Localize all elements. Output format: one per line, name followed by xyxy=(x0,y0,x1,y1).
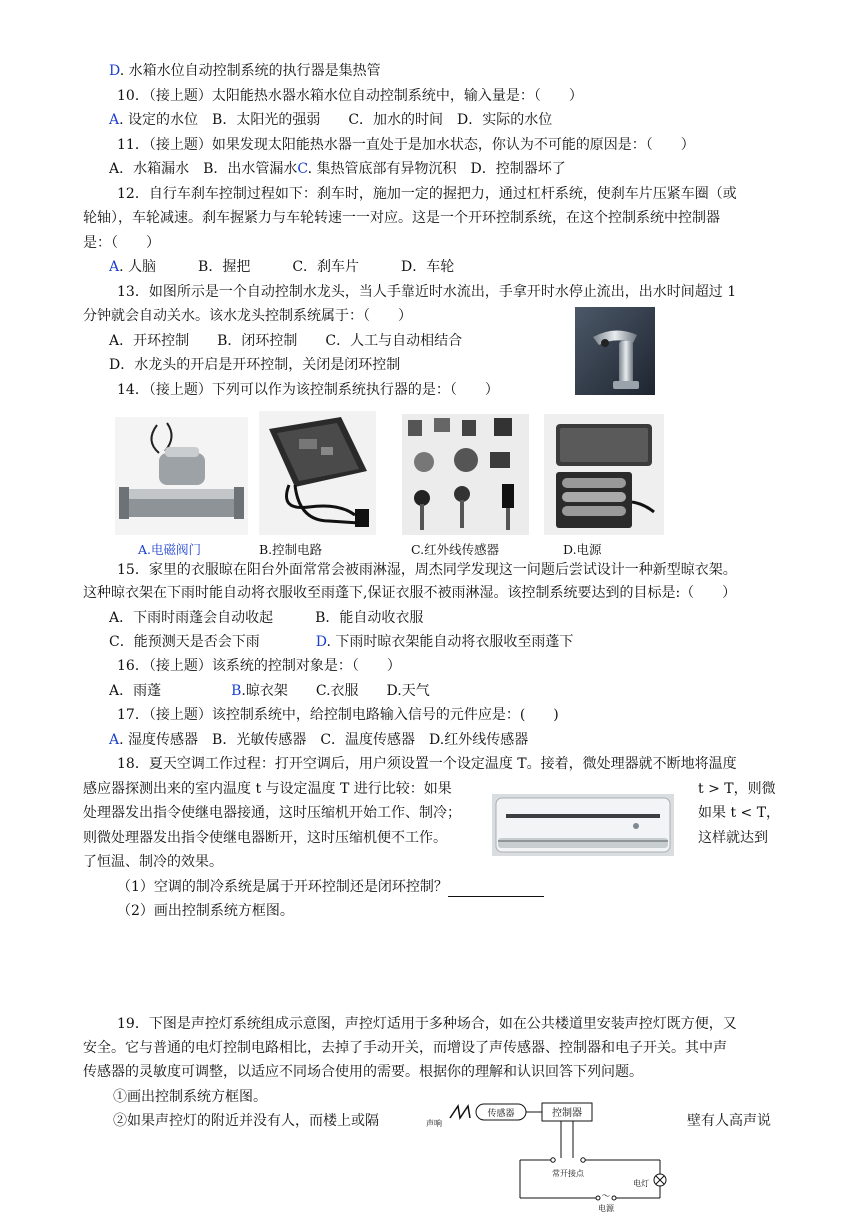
q19-sub2-right: 壁有人高声说 xyxy=(687,1113,771,1129)
q18-stem-2-left: 感应器探测出来的室内温度 t 与设定温度 T 进行比较：如果 xyxy=(83,781,452,797)
q12-stem-3: 是：（ ） xyxy=(83,235,160,251)
q13-options-2: D．水龙头的开启是开环控制，关闭是闭环控制 xyxy=(109,357,401,373)
solenoid-valve-image xyxy=(115,417,248,535)
sound-lamp-diagram xyxy=(420,1096,680,1214)
power-supply-image xyxy=(544,414,664,535)
q12-stem-2: 轮轴），车轮减速。刹车握紧力与车轮转速一一对应。这是一个开环控制系统，在这个控制系统中控制器 xyxy=(83,210,720,226)
option-letter: D xyxy=(109,63,120,79)
q17-options: A. 湿度传感器 B．光敏传感器 C．温度传感器 D.红外线传感器 xyxy=(109,732,529,748)
q19-stem-3: 传感器的灵敏度可调整，以适应不同场合使用的需要。根据你的理解和认识回答下列问题。 xyxy=(83,1064,643,1080)
caption-d: D.电源 xyxy=(563,542,602,557)
option-letter: D xyxy=(315,634,327,650)
q11-stem: 11．（接上题）如果发现太阳能热水器一直处于是加水状态，你认为不可能的原因是：（ ） xyxy=(117,137,695,153)
option-letter: A xyxy=(109,112,120,128)
q10-stem: 10．（接上题）太阳能热水器水箱水位自动控制系统中，输入量是：（ ） xyxy=(117,88,583,104)
q16-options: A．雨蓬 B.晾衣架 C.衣服 D.天气 xyxy=(109,683,430,699)
q19-sub2-left: ②如果声控灯的附近并没有人，而楼上或隔 xyxy=(113,1113,379,1129)
ir-sensor-image xyxy=(402,414,529,535)
q18-stem-3-left: 处理器发出指令使继电器接通，这时压缩机开始工作、制冷； xyxy=(83,805,461,821)
q12-options: A. 人脑 B．握把 C．刹车片 D．车轮 xyxy=(109,259,455,275)
q13-stem-2: 分钟就会自动关水。该水龙头控制系统属于：（ ） xyxy=(83,308,412,324)
q18-stem-5: 了恒温、制冷的效果。 xyxy=(83,854,223,870)
q13-options-1: A．开环控制 B．闭环控制 C．人工与自动相结合 xyxy=(109,333,463,349)
air-conditioner-image xyxy=(492,794,674,856)
sound-wave-icon xyxy=(450,1106,470,1118)
caption-a: A.电磁阀门 xyxy=(138,542,202,557)
q11-options: A．水箱漏水 B．出水管漏水C. 集热管底部有异物沉积 D．控制器坏了 xyxy=(109,161,566,177)
q15-stem-2: 这种晾衣架在下雨时能自动将衣服收至雨蓬下,保证衣服不被雨淋湿。该控制系统要达到的目标是:（ ） xyxy=(83,585,737,601)
q16-stem: 16．（接上题）该系统的控制对象是：（ ） xyxy=(117,658,401,674)
lamp-label: 电灯 xyxy=(633,1179,649,1188)
option-letter: A xyxy=(109,732,120,748)
q19-stem-2: 安全。它与普通的电灯控制电路相比，去掉了手动开关，而增设了声传感器、控制器和电子开关。其中声 xyxy=(83,1040,727,1056)
option-letter: B xyxy=(231,683,242,699)
q15-options-2: C．能预测天是否会下雨 D. 下雨时晾衣架能自动将衣服收至雨蓬下 xyxy=(109,634,574,650)
q17-stem: 17．（接上题）该控制系统中，给控制电路输入信号的元件应是：( ) xyxy=(117,707,559,723)
q18-stem-3-right: 如果 t < T， xyxy=(698,805,781,821)
q19-stem-1: 19．下图是声控灯系统组成示意图，声控灯适用于多种场合，如在公共楼道里安装声控灯既方便，又 xyxy=(117,1016,737,1032)
q18-stem-2-right: t > T，则微 xyxy=(698,781,776,797)
q10-options: A. 设定的水位 B．太阳光的强弱 C．加水的时间 D．实际的水位 xyxy=(109,112,553,128)
caption-b: B.控制电路 xyxy=(259,542,323,557)
option-letter: A xyxy=(109,259,120,275)
contact-label: 常开接点 xyxy=(552,1169,584,1178)
power-label: 电源 xyxy=(598,1204,614,1213)
q12-stem-1: 12．自行车刹车控制过程如下：刹车时，施加一定的握把力，通过杠杆系统，使刹车片压紧车圈（或 xyxy=(117,186,737,202)
faucet-image xyxy=(575,307,655,395)
option-letter: C xyxy=(297,161,308,177)
q13-stem-1: 13．如图所示是一个自动控制水龙头，当人手靠近时水流出，手拿开时水停止流出，出水时间超过 1 xyxy=(117,284,737,300)
q18-stem-4-right: 这样就达到 xyxy=(698,830,768,846)
q19-sub1: ①画出控制系统方框图。 xyxy=(113,1089,267,1105)
q15-options-1: A．下雨时雨蓬会自动收起 B．能自动收衣服 xyxy=(109,610,424,626)
answer-blank[interactable] xyxy=(448,882,544,897)
tilde-label: ～ xyxy=(601,1192,611,1202)
q14-stem: 14．（接上题）下列可以作为该控制系统执行器的是：（ ） xyxy=(117,382,499,398)
q18-stem-1: 18．夏天空调工作过程：打开空调后，用户须设置一个设定温度 T。接着，微处理器就不断地将温度 xyxy=(117,756,737,772)
q18-sub2: （2）画出控制系统方框图。 xyxy=(117,903,294,919)
sensor-label: 传感器 xyxy=(487,1109,515,1119)
q18-sub1: （1）空调的制冷系统是属于开环控制还是闭环控制？ xyxy=(117,877,544,897)
q15-stem-1: 15．家里的衣服晾在阳台外面常常会被雨淋湿，周杰同学发现这一问题后尝试设计一种新型晾衣架。 xyxy=(117,562,737,578)
sound-label: 声响 xyxy=(426,1119,442,1128)
q18-stem-4-left: 则微处理器发出指令使继电器断开，这时压缩机便不工作。 xyxy=(83,830,447,846)
control-circuit-image xyxy=(259,411,376,535)
q9-option-d: D. 水箱水位自动控制系统的执行器是集热管 xyxy=(109,63,381,79)
controller-label: 控制器 xyxy=(552,1108,582,1119)
caption-c: C.红外线传感器 xyxy=(411,542,500,557)
